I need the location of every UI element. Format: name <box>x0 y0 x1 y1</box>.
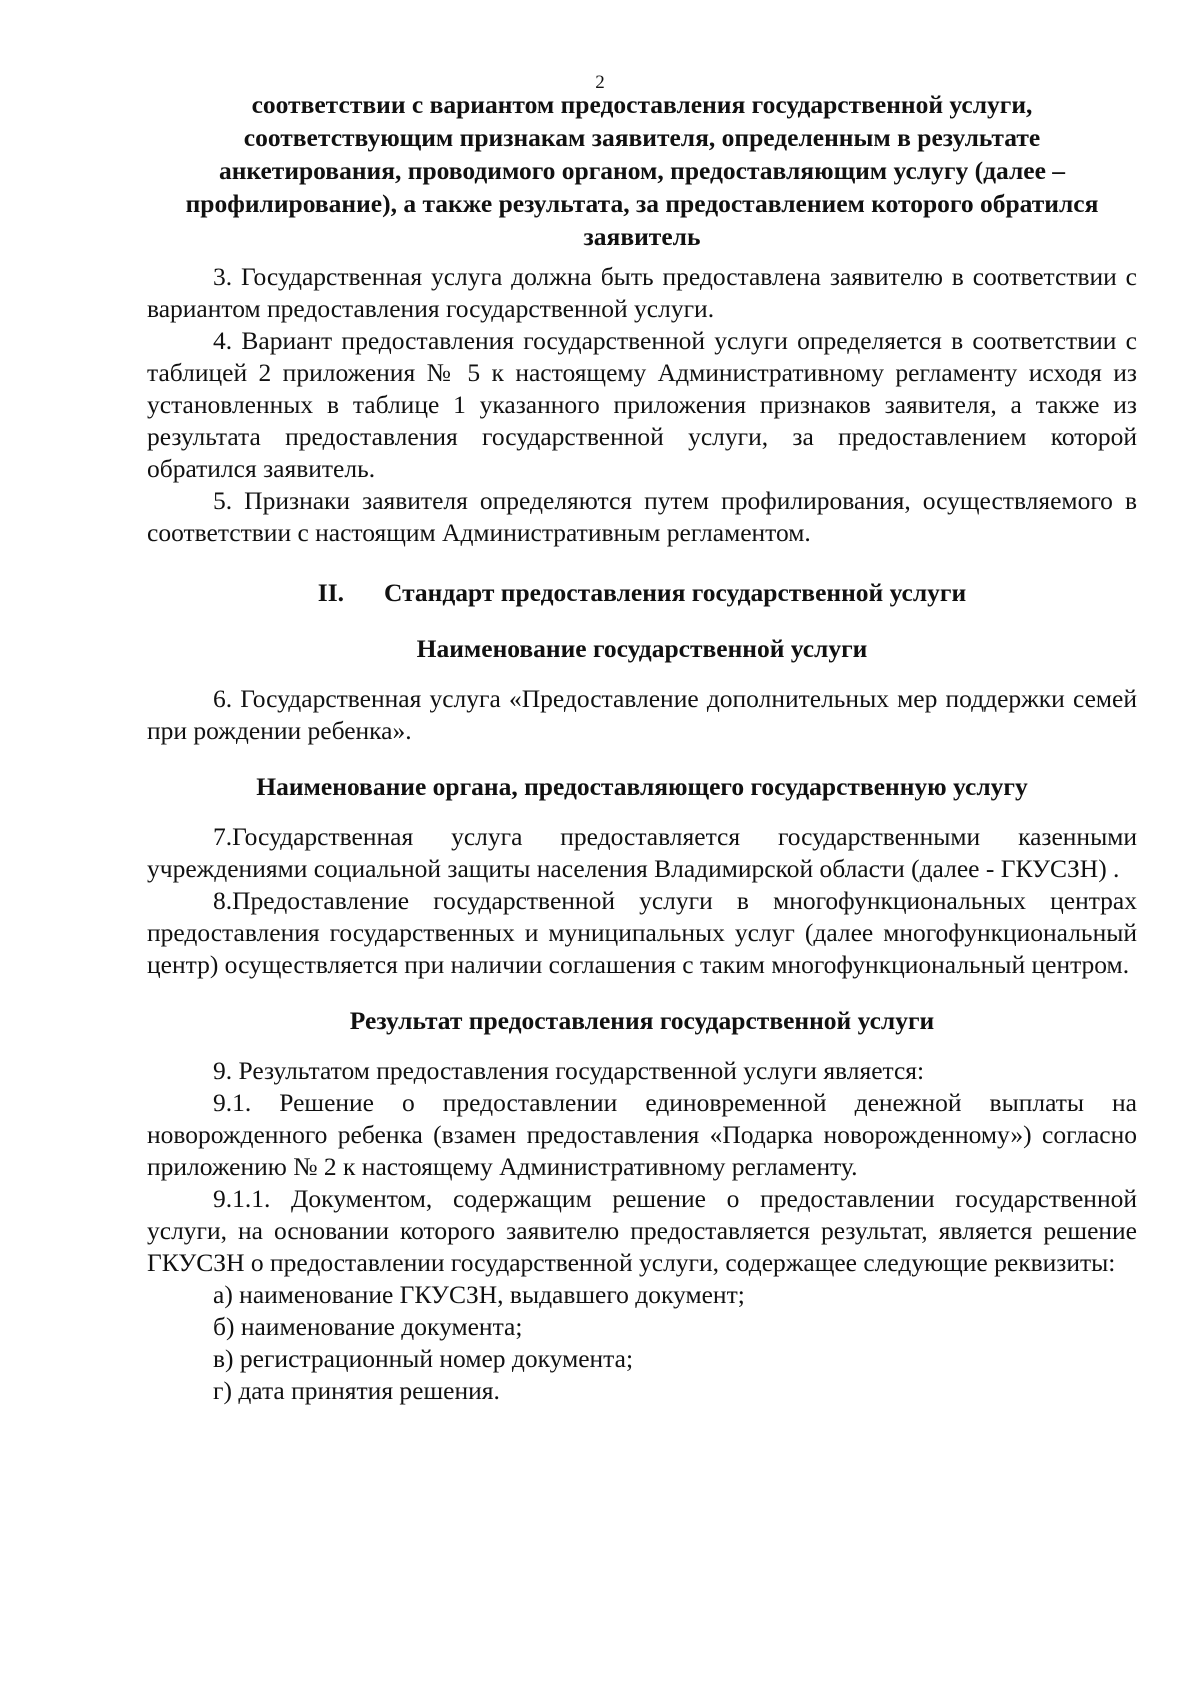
requisite-item: г) дата принятия решения. <box>213 1376 500 1405</box>
section-title: Стандарт предоставления государственной услуги <box>384 578 967 607</box>
paragraph-9: 9. Результатом предоставления государственной услуги является: <box>213 1056 925 1085</box>
paragraph-9-1: 9.1. Решение о предоставлении единовременной денежной выплаты на новорожденного ребенка (взамен предоставления «Подарка новорожденному») согласно приложению № 2 к настоящему Административному регламенту. <box>147 1088 1137 1181</box>
paragraph-7: 7.Государственная услуга предоставляется государственными казенными учреждениями социальной защиты населения Владимирской области (далее - ГКУСЗН) . <box>147 822 1137 883</box>
paragraph-6: 6. Государственная услуга «Предоставление дополнительных мер поддержки семей при рождении ребенка». <box>147 684 1137 745</box>
requisite-item: а) наименование ГКУСЗН, выдавшего документ; <box>213 1280 745 1309</box>
requisite-item: б) наименование документа; <box>213 1312 523 1341</box>
intro-heading: соответствии с вариантом предоставления государственной услуги, соответствующим признакам заявителя, определенным в результате анкетирования, проводимого органом, предоставляющим услугу (далее – профилирование), а также результата, за предоставлением которого обратился заявитель <box>185 90 1099 251</box>
paragraph-9-1-1: 9.1.1. Документом, содержащим решение о предоставлении государственной услуги, на основании которого заявителю предоставляется результат, является решение ГКУСЗН о предоставлении государственной услуги, содержащее следующие реквизиты: <box>147 1184 1137 1277</box>
paragraph-5: 5. Признаки заявителя определяются путем профилирования, осуществляемого в соответствии с настоящим Административным регламентом. <box>147 486 1137 547</box>
paragraph-4: 4. Вариант предоставления государственной услуги определяется в соответствии с таблицей 2 приложения № 5 к настоящему Административному регламенту исходя из установленных в таблице 1 указанного приложения признаков заявителя, а также из результата предоставления государственной услуги, за предоставлением которой обратился заявитель. <box>147 326 1137 483</box>
section-heading <box>147 577 1137 609</box>
section-number: II. <box>317 578 345 607</box>
service-name-heading: Наименование государственной услуги <box>416 634 868 663</box>
result-heading: Результат предоставления государственной услуги <box>349 1006 935 1035</box>
paragraph-3: 3. Государственная услуга должна быть предоставлена заявителю в соответствии с вариантом предоставления государственной услуги. <box>147 262 1137 323</box>
authority-heading: Наименование органа, предоставляющего государственную услугу <box>256 772 1028 801</box>
requisite-item: в) регистрационный номер документа; <box>213 1344 634 1373</box>
page-number: 2 <box>595 72 605 93</box>
paragraph-8: 8.Предоставление государственной услуги в многофункциональных центрах предоставления государственных и муниципальных услуг (далее многофункциональный центр) осуществляется при наличии соглашения с таким многофункциональный центром. <box>147 886 1137 979</box>
document-body <box>147 88 1137 1407</box>
